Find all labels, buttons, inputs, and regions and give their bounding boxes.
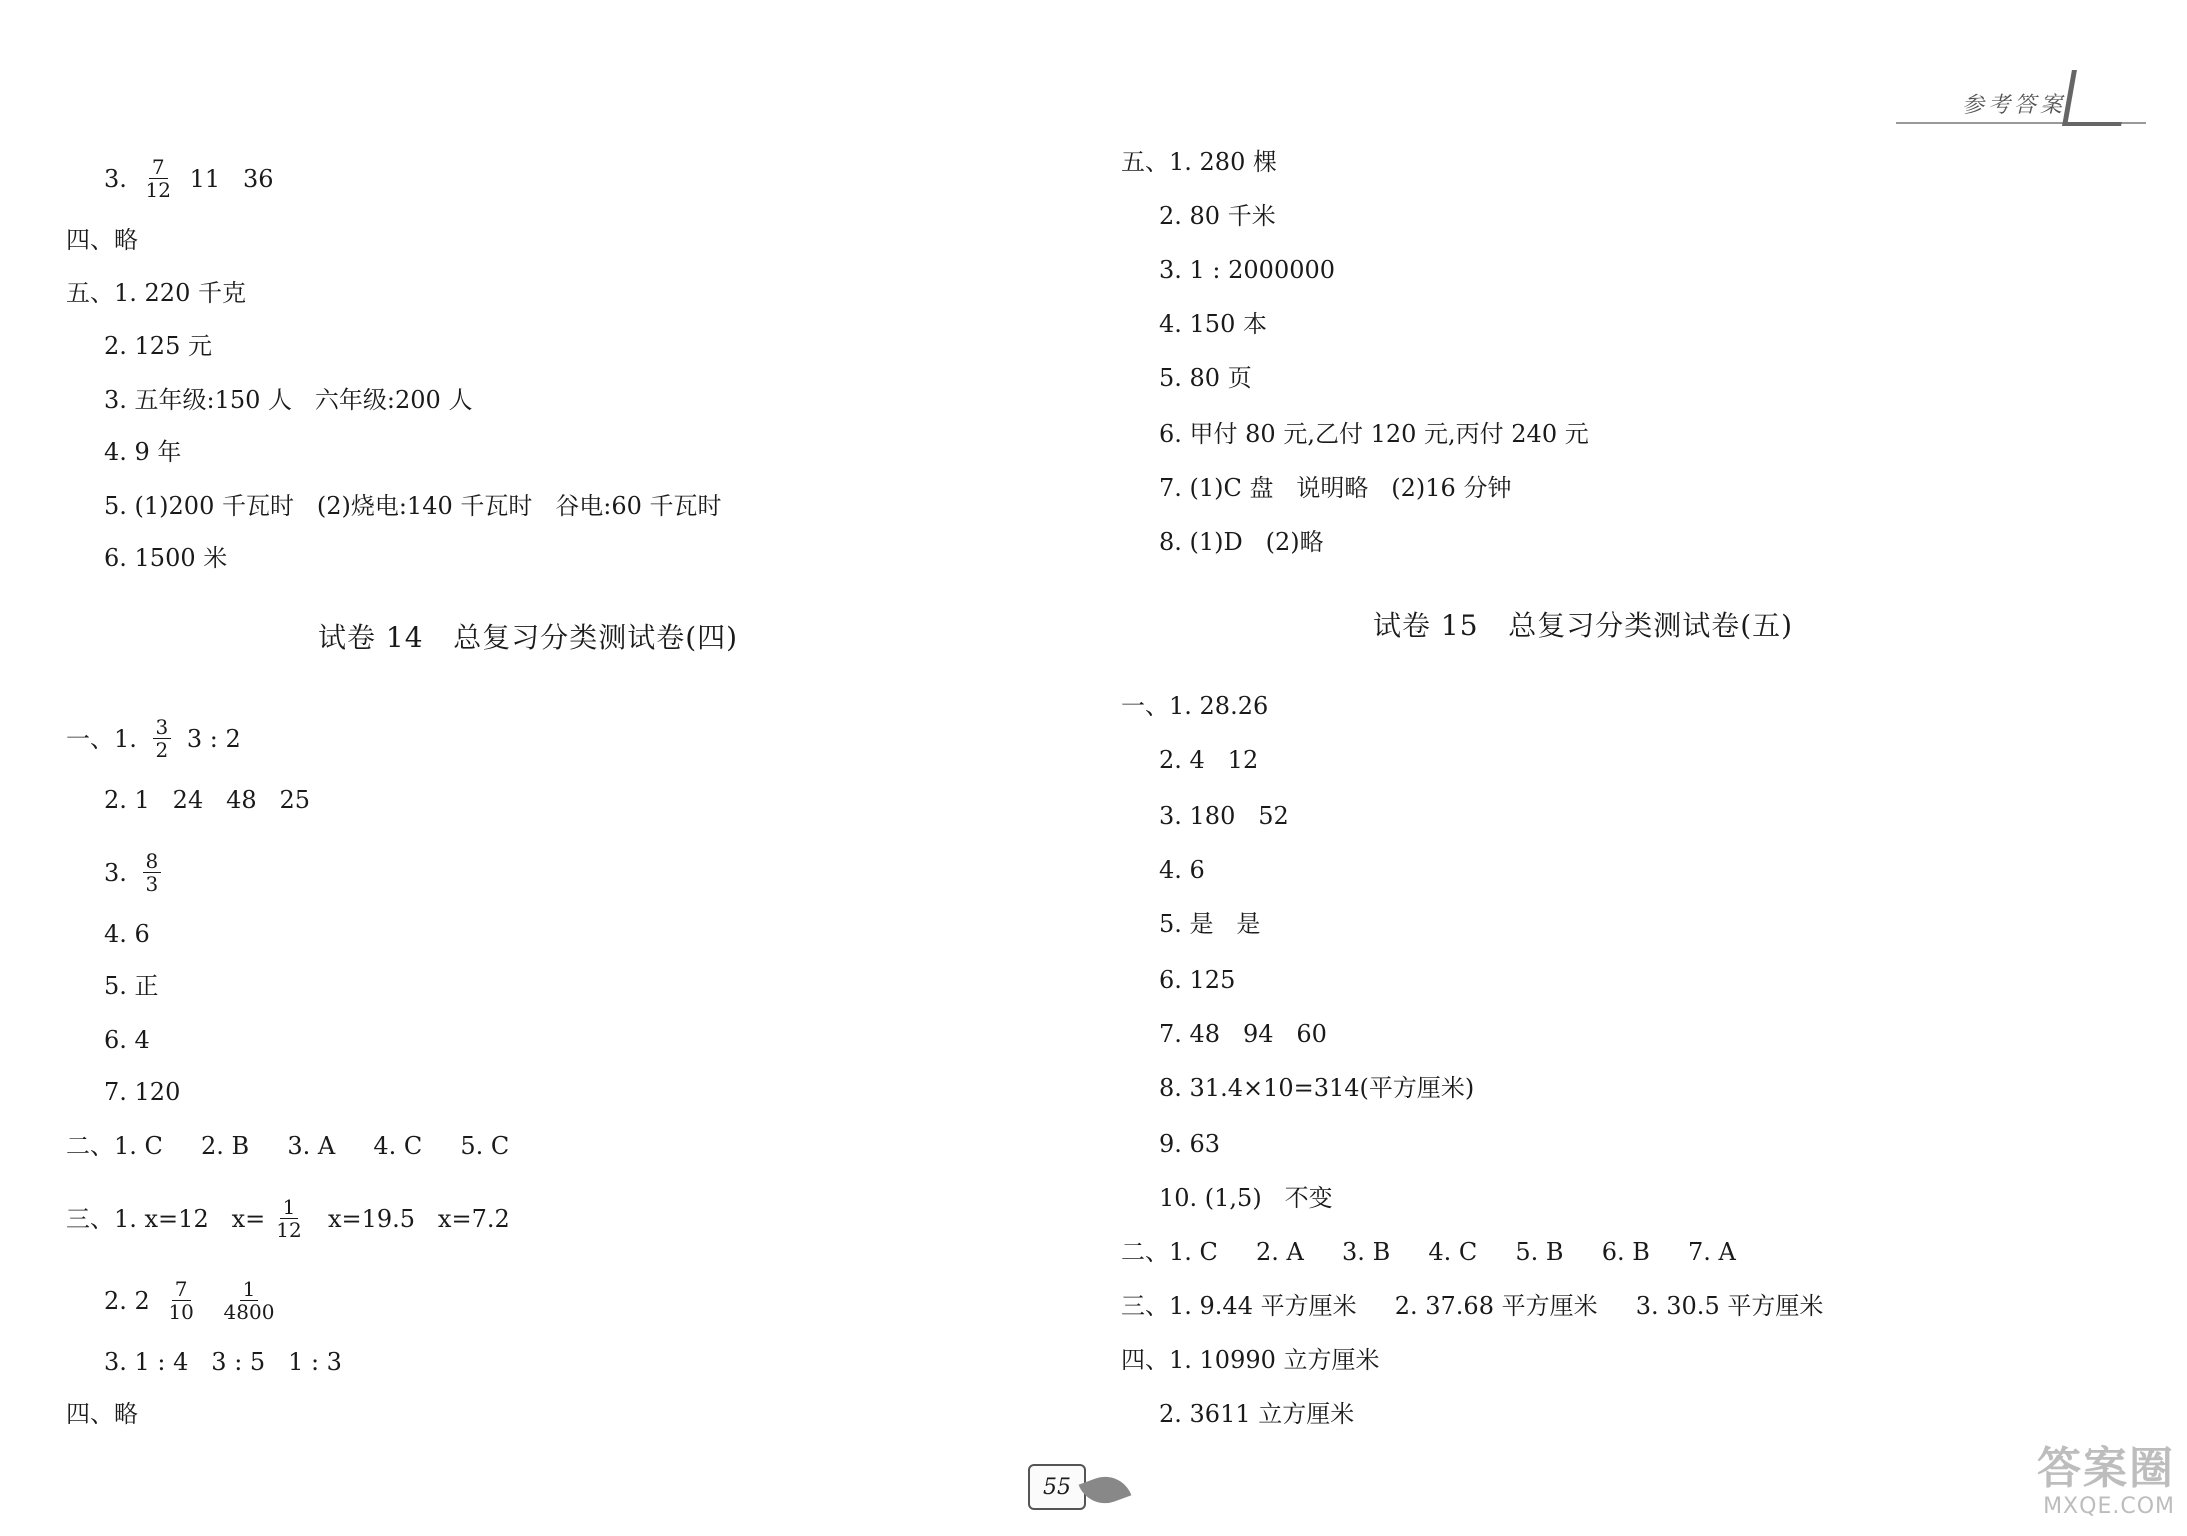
answer-text: 4. 6 [104, 920, 150, 948]
answer-line [66, 1130, 509, 1162]
fraction-denominator: 10 [168, 1300, 194, 1324]
answer-text: 四、略 [66, 226, 138, 254]
answer-line [1159, 964, 1235, 996]
answer-text: 6. 125 [1159, 966, 1236, 994]
fraction-denominator: 12 [145, 178, 171, 202]
answer-line [1159, 800, 1289, 832]
answer-line [1121, 1290, 1823, 1322]
answer-line [1159, 744, 1258, 776]
answer-text: 二、1. C 2. A 3. B 4. C 5. B 6. B 7. A [1121, 1238, 1736, 1266]
answer-text: 4. 6 [1159, 856, 1205, 884]
left-page [0, 0, 1093, 1536]
answer-line [104, 850, 169, 895]
answer-line [66, 277, 246, 309]
answer-line [104, 1278, 285, 1323]
answer-text: 5. 80 页 [1159, 364, 1252, 392]
fraction-numerator: 7 [172, 1278, 191, 1301]
answer-text: 9. 63 [1159, 1130, 1221, 1158]
fraction [165, 1278, 196, 1323]
section-title-14: 试卷 14 总复习分类测试卷(四) [318, 621, 739, 654]
answer-text: 11 36 [181, 164, 274, 193]
answer-line [1159, 1398, 1354, 1430]
answer-text: 3 : 2 [179, 724, 241, 753]
answer-line [1159, 254, 1335, 286]
answer-line [104, 970, 159, 1002]
fraction-denominator: 2 [155, 738, 169, 762]
fraction-numerator: 7 [149, 156, 168, 179]
answer-line [1121, 146, 1277, 178]
answer-text: 6. 甲付 80 元,乙付 120 元,丙付 240 元 [1159, 420, 1589, 448]
fraction-numerator: 8 [143, 850, 162, 873]
answer-line [104, 156, 274, 201]
answer-text: 6. 1500 米 [104, 544, 228, 572]
answer-text: 4. 9 年 [104, 438, 182, 466]
answer-text: 7. 120 [104, 1078, 181, 1106]
answer-line [1159, 472, 1511, 504]
fraction [143, 156, 174, 201]
answer-text: 8. (1)D (2)略 [1159, 528, 1324, 556]
answer-text: 二、1. C 2. B 3. A 4. C 5. C [66, 1132, 510, 1160]
header-label: 参考答案 [1961, 93, 2066, 118]
fraction-numerator: 1 [280, 1196, 299, 1219]
answer-text: 3. [104, 858, 135, 887]
fraction [221, 1278, 278, 1323]
answer-text: 三、1. x=12 x= [66, 1204, 266, 1233]
answer-text: 五、1. 280 棵 [1121, 148, 1277, 176]
answer-line [104, 490, 722, 522]
fraction-denominator: 12 [276, 1218, 302, 1242]
answer-text: 四、略 [66, 1400, 138, 1428]
answer-line [1159, 908, 1260, 940]
fraction-denominator: 4800 [223, 1300, 275, 1324]
answer-line [66, 1398, 138, 1430]
answer-line [104, 384, 472, 416]
answer-text: 一、1. 28.26 [1121, 692, 1269, 720]
answer-text: 2. 2 [104, 1286, 158, 1315]
answer-line [1159, 1128, 1220, 1160]
answer-text: 2. 3611 立方厘米 [1159, 1400, 1355, 1428]
right-page [1093, 0, 2186, 1536]
answer-line [1121, 1344, 1380, 1376]
answer-line [1159, 1072, 1474, 1104]
answer-line [104, 542, 227, 574]
answer-line [66, 224, 138, 256]
fraction [153, 716, 172, 761]
answer-text: 4. 150 本 [1159, 310, 1267, 338]
fraction-numerator: 3 [153, 716, 172, 739]
answer-line [66, 716, 241, 761]
watermark-domain-text: MXQE.COM [2043, 1494, 2175, 1519]
answer-line [104, 436, 181, 468]
fraction-denominator: 3 [145, 872, 159, 896]
answer-text: 三、1. 9.44 平方厘米 2. 37.68 平方厘米 3. 30.5 平方厘米 [1121, 1292, 1824, 1320]
answer-line [1159, 362, 1252, 394]
answer-text: 8. 31.4×10=314(平方厘米) [1159, 1074, 1475, 1102]
answer-line [104, 330, 212, 362]
answer-text: 7. (1)C 盘 说明略 (2)16 分钟 [1159, 474, 1512, 502]
answer-line [1159, 1018, 1327, 1050]
answer-text: 3. 五年级:150 人 六年级:200 人 [104, 386, 473, 414]
answer-text: 3. [104, 164, 135, 193]
fraction [143, 850, 162, 895]
answer-text: 5. 是 是 [1159, 910, 1261, 938]
answer-line [1159, 418, 1589, 450]
answer-text: 四、1. 10990 立方厘米 [1121, 1346, 1380, 1374]
answer-text: x=19.5 x=7.2 [312, 1204, 510, 1233]
answer-text: 2. 1 24 48 25 [104, 786, 311, 814]
answer-line [1121, 690, 1268, 722]
answer-text: 一、1. [66, 724, 145, 753]
answer-text: 五、1. 220 千克 [66, 279, 246, 307]
answer-text: 5. (1)200 千瓦时 (2)烧电:140 千瓦时 谷电:60 千瓦时 [104, 492, 722, 520]
answer-text: 3. 1 : 4 3 : 5 1 : 3 [104, 1348, 342, 1376]
answer-line [104, 1024, 150, 1056]
answer-line [104, 918, 150, 950]
answer-line [1159, 526, 1324, 558]
watermark-logo [1985, 1444, 2175, 1524]
answer-line [104, 784, 310, 816]
section-title-15: 试卷 15 总复习分类测试卷(五) [1373, 609, 1794, 642]
page-number: 55 [1028, 1464, 1086, 1510]
answer-line [1159, 308, 1267, 340]
answer-text: 2. 4 12 [1159, 746, 1259, 774]
watermark-main-text: 答案圈 [2037, 1443, 2175, 1494]
answer-text [205, 1285, 213, 1317]
fraction [273, 1196, 304, 1241]
answer-line [104, 1346, 342, 1378]
answer-line [1121, 1236, 1736, 1268]
answer-line [1159, 854, 1205, 886]
answer-text: 3. 1 : 2000000 [1159, 256, 1336, 284]
answer-line [1159, 200, 1276, 232]
fraction-numerator: 1 [240, 1278, 259, 1301]
answer-line [104, 1076, 180, 1108]
answer-text: 5. 正 [104, 972, 159, 1000]
answer-text: 6. 4 [104, 1026, 150, 1054]
answer-text: 3. 180 52 [1159, 802, 1289, 830]
answer-text: 2. 80 千米 [1159, 202, 1276, 230]
answer-line [1159, 1182, 1333, 1214]
answer-line [66, 1196, 510, 1241]
header-logo-icon [2062, 70, 2131, 126]
answer-text: 7. 48 94 60 [1159, 1020, 1327, 1048]
answer-text: 10. (1,5) 不变 [1159, 1184, 1333, 1212]
answer-text: 2. 125 元 [104, 332, 212, 360]
